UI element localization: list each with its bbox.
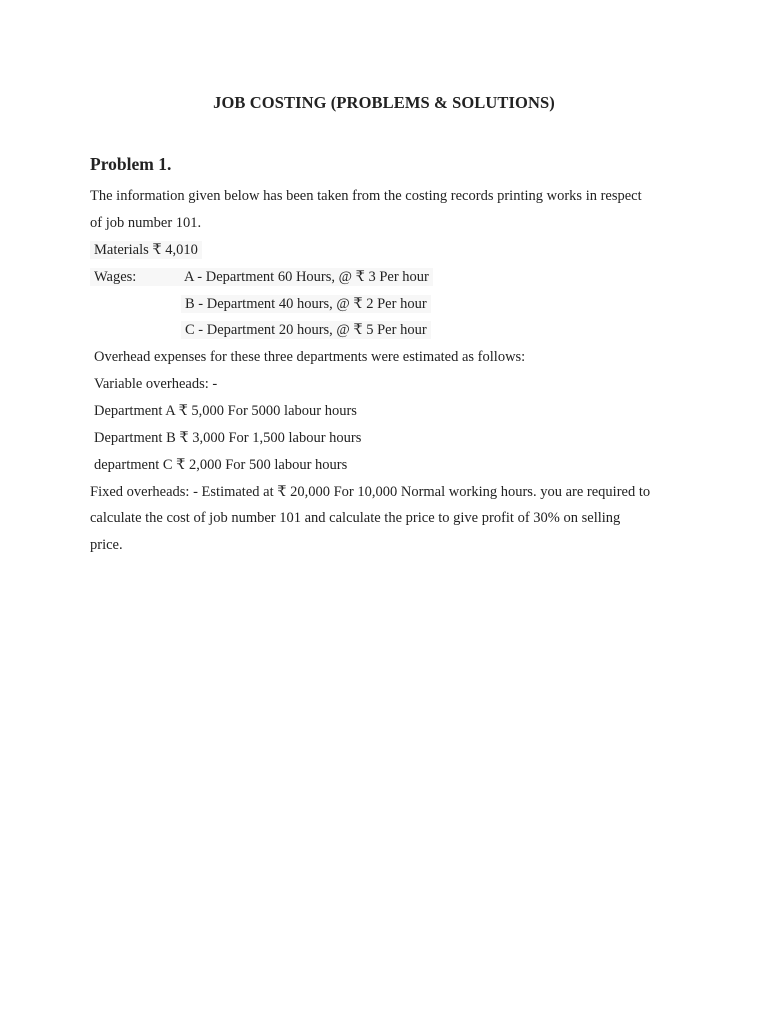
fixed-overheads-line-2: calculate the cost of job number 101 and calculate the price to give profit of 30% on selling	[90, 510, 621, 526]
wages-label: Wages:	[90, 268, 184, 286]
wages-dept-c: C - Department 20 hours, @ ₹ 5 Per hour	[181, 321, 431, 339]
document-title: JOB COSTING (PROBLEMS & SOLUTIONS)	[213, 93, 555, 112]
variable-overheads-label: Variable overheads: -	[94, 376, 218, 392]
variable-dept-a: Department A ₹ 5,000 For 5000 labour hours	[94, 403, 357, 419]
overhead-intro: Overhead expenses for these three departments were estimated as follows:	[94, 349, 526, 365]
fixed-overheads-line-3: price.	[90, 537, 123, 553]
wages-dept-b: B - Department 40 hours, @ ₹ 2 Per hour	[181, 295, 431, 313]
variable-dept-b: Department B ₹ 3,000 For 1,500 labour hours	[94, 430, 362, 446]
materials-line: Materials ₹ 4,010	[90, 241, 202, 259]
wages-dept-a: A - Department 60 Hours, @ ₹ 3 Per hour	[180, 268, 433, 286]
intro-line-2: of job number 101.	[90, 215, 202, 231]
intro-line-1: The information given below has been taken from the costing records printing works in respect	[90, 188, 642, 204]
fixed-overheads-line-1: Fixed overheads: - Estimated at ₹ 20,000 For 10,000 Normal working hours. you are required to	[90, 484, 651, 500]
problem-heading: Problem 1.	[90, 154, 172, 174]
variable-dept-c: department C ₹ 2,000 For 500 labour hours	[94, 457, 348, 473]
